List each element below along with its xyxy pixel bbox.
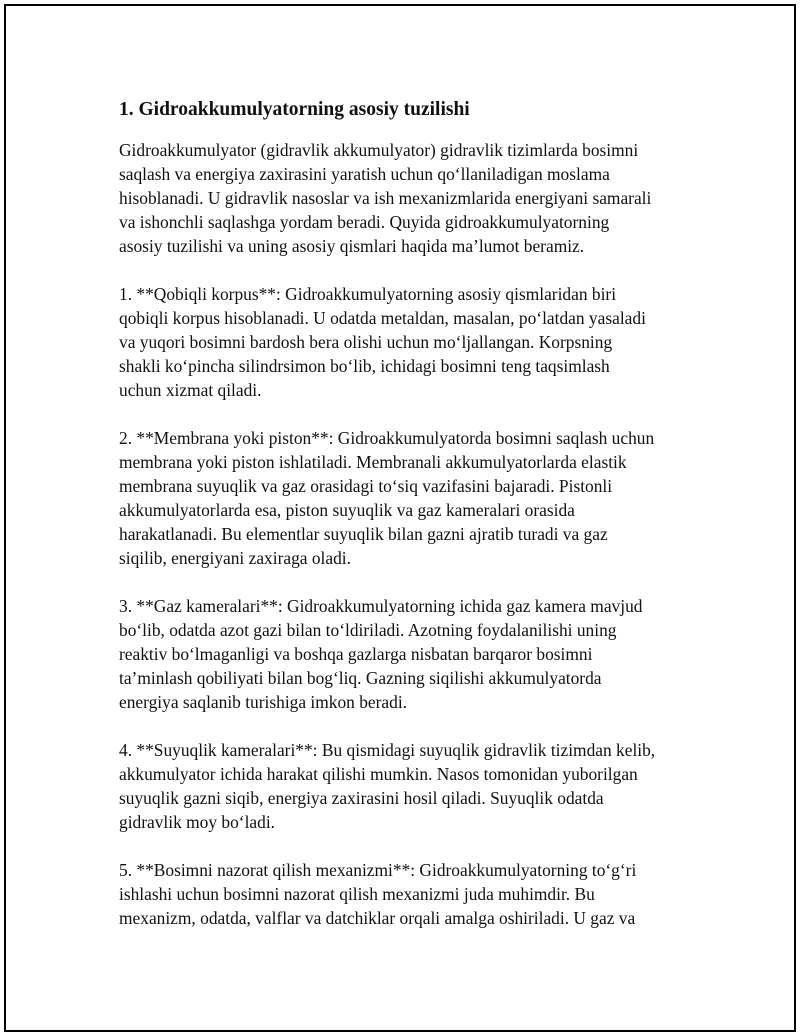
document-body	[119, 96, 699, 954]
intro-paragraph: Gidroakkumulyator (gidravlik akkumulyator) gidravlik tizimlarda bosimni saqlash va energiya zaxirasini yaratish uchun qo‘llaniladigan moslama hisoblanadi. U gidravlik nasoslar va ish mexanizmlarida energiyani samarali va ishonchli saqlashga yordam beradi. Quyida gidroakkumulyatorning asosiy tuzilishi va uning asosiy qismlari haqida ma’lumot beramiz.	[119, 140, 652, 256]
document-page	[4, 4, 796, 1032]
paragraph-gaz-kameralari: 3. **Gaz kameralari**: Gidroakkumulyatorning ichida gaz kamera mavjud bo‘lib, odatda azot gazi bilan to‘ldiriladi. Azotning foydalanilishi uning reaktiv bo‘lmaganligi va boshqa gazlarga nisbatan barqaror bosimni ta’minlash qobiliyati bilan bog‘liq. Gazning siqilishi akkumulyatorda energiya saqlanib turishiga imkon beradi.	[119, 596, 643, 712]
paragraph-suyuqlik-kameralari: 4. **Suyuqlik kameralari**: Bu qismidagi suyuqlik gidravlik tizimdan kelib, akkumulyator ichida harakat qilishi mumkin. Nasos tomonidan yuborilgan suyuqlik gazni siqib, energiya zaxirasini hosil qiladi. Suyuqlik odatda gidravlik moy bo‘ladi.	[119, 740, 656, 832]
section-heading: 1. Gidroakkumulyatorning asosiy tuzilishi	[119, 99, 470, 120]
paragraph-membrana-yoki-piston: 2. **Membrana yoki piston**: Gidroakkumulyatorda bosimni saqlash uchun membrana yoki piston ishlatiladi. Membranali akkumulyatorlarda elastik membrana suyuqlik va gaz orasidagi to‘siq vazifasini bajaradi. Pistonli akkumulyatorlarda esa, piston suyuqlik va gaz kameralari orasida harakatlanadi. Bu elementlar suyuqlik bilan gazni ajratib turadi va gaz siqilib, energiyani zaxiraga oladi.	[119, 428, 655, 568]
paragraph-qobiqli-korpus: 1. **Qobiqli korpus**: Gidroakkumulyatorning asosiy qismlaridan biri qobiqli korpus hisoblanadi. U odatda metaldan, masalan, po‘latdan yasaladi va yuqori bosimni bardosh bera olishi uchun mo‘ljallangan. Korpsning shakli ko‘pincha silindrsimon bo‘lib, ichidagi bosimni teng taqsimlash uchun xizmat qiladi.	[119, 284, 646, 400]
paragraph-bosimni-nazorat: 5. **Bosimni nazorat qilish mexanizmi**: Gidroakkumulyatorning to‘g‘ri ishlashi uchun bosimni nazorat qilish mexanizmi juda muhimdir. Bu mexanizm, odatda, valflar va datchiklar orqali amalga oshiriladi. U gaz va	[119, 860, 637, 928]
